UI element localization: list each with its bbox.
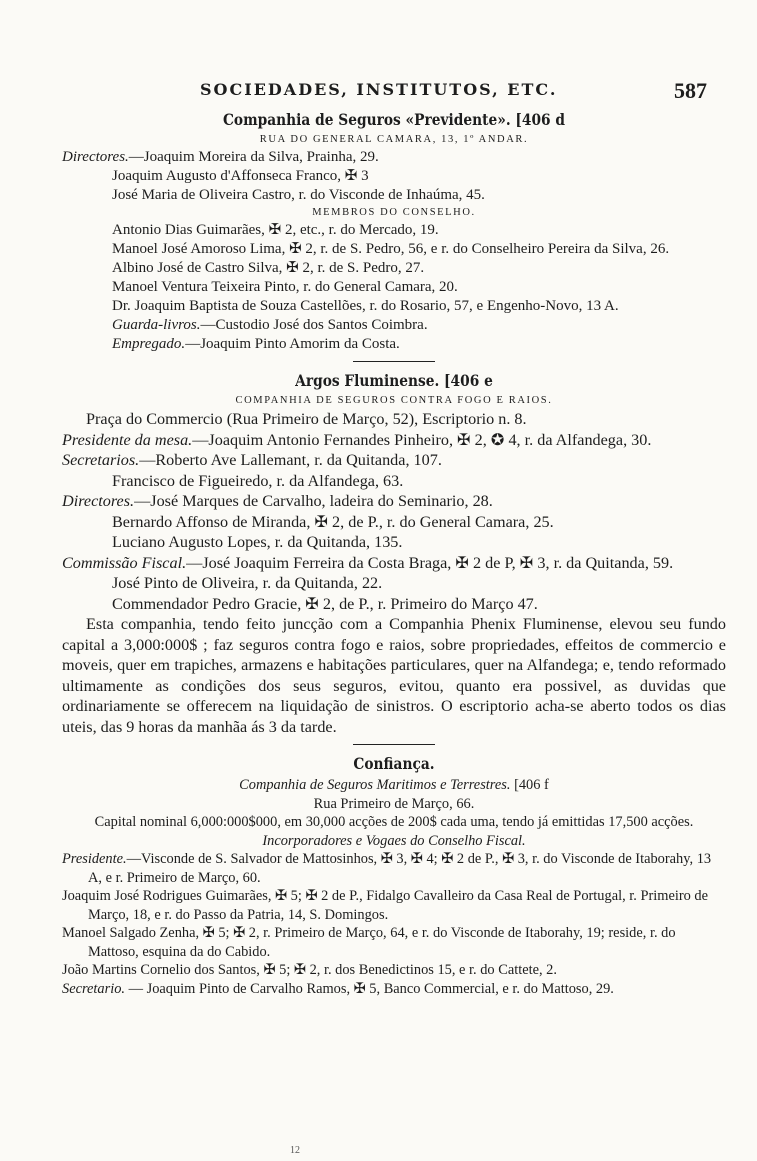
entry: Luciano Augusto Lopes, r. da Quitanda, 135.	[112, 533, 403, 551]
entry-text: —Roberto Ave Lallemant, r. da Quitanda, 107.	[139, 451, 442, 469]
entry	[62, 316, 726, 335]
section-subtitle: COMPANHIA DE SEGUROS CONTRA FOGO E RAIOS.	[235, 395, 553, 406]
entry: José Pinto de Oliveira, r. da Quitanda, 22.	[112, 574, 383, 592]
role-label: Secretarios.	[62, 451, 140, 469]
entry: Albino José de Castro Silva, ✠ 2, r. de S. Pedro, 27.	[112, 260, 425, 276]
entry	[62, 430, 726, 451]
section-argos	[62, 369, 726, 737]
entry-text: —Joaquim Moreira da Silva, Prainha, 29.	[128, 149, 379, 165]
role-label: Guarda-livros.	[112, 317, 201, 333]
section-title: Companhia de Seguros «Previdente». [406 d	[222, 110, 566, 129]
section-address: RUA DO GENERAL CAMARA, 13, 1º ANDAR.	[259, 134, 529, 145]
entry: Francisco de Figueiredo, r. da Alfandega, 63.	[112, 471, 404, 490]
footer-mark: 12	[290, 1145, 300, 1156]
role-label: Commissão Fiscal.	[62, 553, 187, 572]
section-previdente	[62, 108, 726, 354]
entry: Bernardo Affonso de Miranda, ✠ 2, de P., r. do General Camara, 25.	[112, 512, 554, 531]
entry	[62, 491, 726, 512]
role-label: Directores.	[62, 149, 129, 165]
section-divider	[353, 361, 435, 362]
entry-text: —Custodio José dos Santos Coimbra.	[200, 317, 428, 333]
entry-text: —Visconde de S. Salvador de Mattosinhos, ✠ 3, ✠ 4; ✠ 2 de P., ✠ 3, r. do Visconde de Itaborahy, 13 A, e r. Primeiro de Março, 60.	[88, 851, 712, 886]
subtitle-ref: [406 f	[514, 777, 549, 793]
section-confianca	[62, 752, 726, 998]
role-label: Secretario.	[62, 980, 126, 997]
entry: Praça do Commercio (Rua Primeiro de Março, 52), Escriptorio n. 8.	[86, 410, 527, 428]
board-heading: Incorporadores e Vogaes do Conselho Fiscal.	[262, 832, 526, 849]
entry: Manoel Salgado Zenha, ✠ 5; ✠ 2, r. Primeiro de Março, 64, e r. do Visconde de Itaborahy, 19; reside, r. do Mattoso, esquina da do Cabido.	[62, 925, 676, 960]
entry: Antonio Dias Guimarães, ✠ 2, etc., r. do Mercado, 19.	[112, 222, 439, 238]
entry-text: —José Joaquim Ferreira da Costa Braga, ✠ 2 de P, ✠ 3, r. da Quitanda, 59.	[186, 553, 674, 572]
description-paragraph: Esta companhia, tendo feito juncção com a Companhia Phenix Fluminense, elevou seu fundo capital a 3,000:000$ ; faz seguros contra fogo e raios, sobre propriedades, effeitos de commercio e moveis, quer em trapiches, armazens e habitações particulares, quer na Alfandega; e, tendo reformado ultimamente as condições dos seus seguros, evitou, quanto era possivel, as duvidas que ordinariamente se offerecem na liquidação de sinistros. O escriptorio acha-se aberto todos os dias uteis, das 9 horas da manhãa ás 3 da tarde.	[62, 615, 726, 736]
section-address: Rua Primeiro de Março, 66.	[313, 795, 475, 812]
entry	[62, 850, 726, 887]
entry	[62, 980, 726, 999]
running-header	[0, 80, 757, 106]
section-divider	[353, 744, 435, 745]
entry: José Maria de Oliveira Castro, r. do Visconde de Inhaúma, 45.	[112, 187, 485, 203]
entry	[62, 450, 726, 471]
section-title: Confiança.	[353, 754, 435, 773]
entry: Commendador Pedro Gracie, ✠ 2, de P., r. Primeiro do Março 47.	[112, 594, 538, 613]
entry	[62, 553, 726, 574]
section-subtitle	[62, 776, 726, 795]
entry: João Martins Cornelio dos Santos, ✠ 5; ✠ 2, r. dos Benedictinos 15, e r. do Cattete, 2.	[62, 962, 557, 978]
page-number: 587	[674, 78, 707, 103]
role-label: Presidente da mesa.	[62, 430, 193, 449]
entry: Manoel Ventura Teixeira Pinto, r. do General Camara, 20.	[112, 279, 458, 295]
role-label: Presidente.	[62, 851, 127, 867]
section-title: Argos Fluminense. [406 e	[295, 371, 493, 390]
subtitle-text: Companhia de Seguros Maritimos e Terrestres.	[239, 777, 511, 793]
entry-text: —Joaquim Antonio Fernandes Pinheiro, ✠ 2, ✪ 4, r. da Alfandega, 30.	[192, 430, 652, 449]
entry: Manoel José Amoroso Lima, ✠ 2, r. de S. Pedro, 56, e r. do Conselheiro Pereira da Silva, 26.	[112, 241, 670, 257]
capital-text: Capital nominal 6,000:000$000, em 30,000 acções de 200$ cada uma, tendo já emittidas 17,500 acções.	[94, 814, 694, 830]
entry: Dr. Joaquim Baptista de Souza Castellões, r. do Rosario, 57, e Engenho-Novo, 13 A.	[112, 298, 619, 314]
council-heading: MEMBROS DO CONSELHO.	[312, 207, 476, 218]
entry	[62, 148, 726, 167]
entry-text: —José Marques de Carvalho, ladeira do Seminario, 28.	[134, 492, 493, 510]
role-label: Empregado.	[112, 336, 186, 352]
entry: Joaquim Augusto d'Affonseca Franco, ✠ 3	[112, 168, 369, 184]
page-body	[62, 108, 726, 998]
entry-text: — Joaquim Pinto de Carvalho Ramos, ✠ 5, Banco Commercial, e r. do Mattoso, 29.	[125, 980, 614, 997]
entry-text: —Joaquim Pinto Amorim da Costa.	[185, 336, 400, 352]
running-title: SOCIEDADES, INSTITUTOS, ETC.	[200, 80, 558, 99]
entry	[62, 335, 726, 354]
role-label: Directores.	[62, 492, 135, 510]
entry: Joaquim José Rodrigues Guimarães, ✠ 5; ✠ 2 de P., Fidalgo Cavalleiro da Casa Real de Portugal, r. Primeiro de Março, 18, e r. do Passo da Patria, 14, S. Domingos.	[62, 888, 709, 923]
